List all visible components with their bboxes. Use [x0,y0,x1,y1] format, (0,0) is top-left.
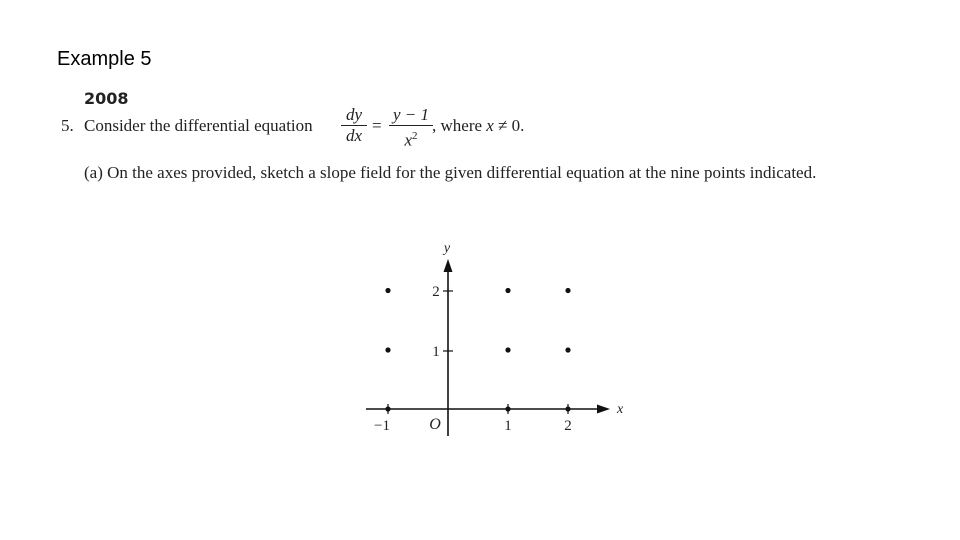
lhs-numerator: dy [345,105,363,124]
origin-label: O [429,416,441,433]
slope-field-point [565,406,570,411]
slope-field-point [505,406,510,411]
slope-field-point [565,347,570,352]
condition-rest: ≠ 0. [498,116,525,135]
lhs-denominator: dx [345,126,363,145]
rhs-numerator: y − 1 [392,105,430,124]
slope-field-points [385,288,570,412]
y-tick-label: 2 [432,284,440,300]
rhs-denominator: x [404,130,413,150]
x-axis-arrow [597,405,610,414]
condition-where: , where [432,116,483,135]
equals-sign: = [372,116,382,135]
slope-field-point [505,288,510,293]
problem-number: 5. [61,116,74,135]
problem-intro: Consider the differential equation [84,116,313,135]
slope-field-point [565,288,570,293]
y-axis-arrow [444,259,453,272]
problem-year: 2008 [84,89,129,108]
x-tick-label: 2 [564,418,572,434]
x-axis-label: x [617,402,624,417]
x-tick-label: 1 [504,418,512,434]
slope-field-point [385,406,390,411]
slide-title: Example 5 [57,48,152,70]
x-tick-label: −1 [374,418,390,434]
part-a-text: (a) On the axes provided, sketch a slope field for the given differential equation at the nine points indicated. [84,163,817,182]
rhs-exponent: 2 [412,130,418,142]
y-tick-label: 1 [432,344,440,360]
slope-field-point [385,288,390,293]
condition-var: x [486,116,494,135]
slope-field-point [385,347,390,352]
y-axis-label: y [443,241,451,256]
slope-field-point [505,347,510,352]
